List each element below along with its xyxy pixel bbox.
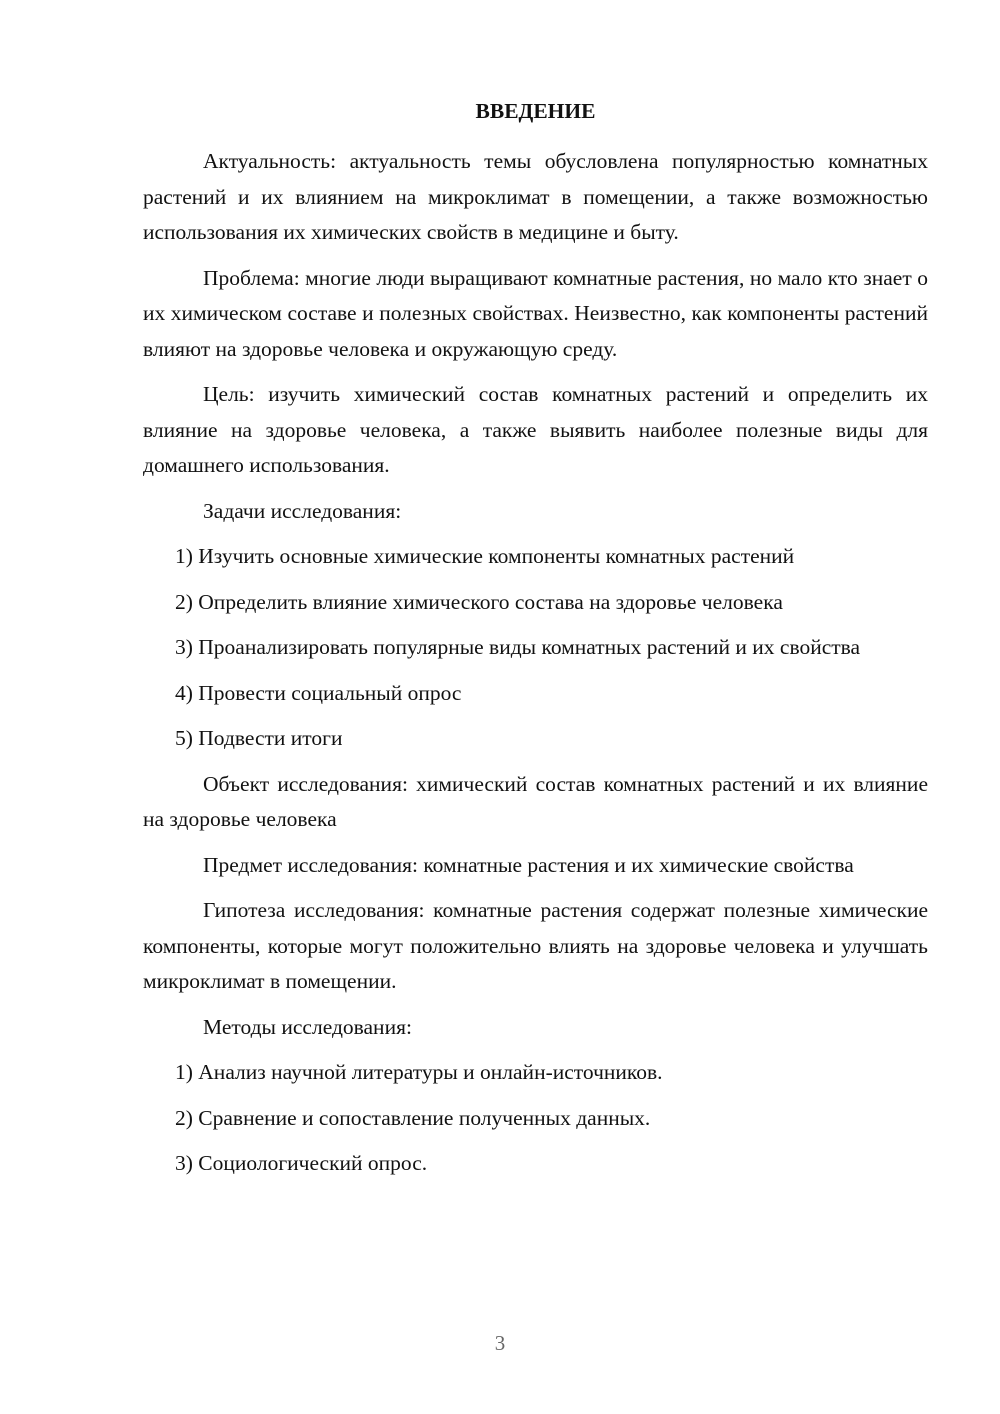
subject-paragraph: Предмет исследования: комнатные растения и их химические свойства xyxy=(203,852,854,877)
problem-paragraph: Проблема: многие люди выращивают комнатные растения, но мало кто знает о их химическом составе и полезных свойствах. Неизвестно, как компоненты растений влияют на здоровье человека и окружающую среду. xyxy=(143,265,928,361)
task-item: 3) Проанализировать популярные виды комнатных растений и их свойства xyxy=(175,635,861,659)
method-item: 1) Анализ научной литературы и онлайн-источников. xyxy=(175,1060,663,1084)
task-item: 5) Подвести итоги xyxy=(175,726,343,750)
relevance-paragraph: Актуальность: актуальность темы обусловлена популярностью комнатных растений и их влиянием на микроклимат в помещении, а также возможностью использования их химических свойств в медицине и быту. xyxy=(143,149,928,244)
document-page xyxy=(143,96,928,1192)
method-item: 3) Социологический опрос. xyxy=(175,1151,428,1175)
task-item: 1) Изучить основные химические компоненты комнатных растений xyxy=(175,544,795,568)
task-item: 4) Провести социальный опрос xyxy=(175,680,462,705)
methods-heading: Методы исследования: xyxy=(203,1014,412,1039)
section-title: ВВЕДЕНИЕ xyxy=(475,99,596,123)
tasks-heading: Задачи исследования: xyxy=(203,498,402,523)
page-number: 3 xyxy=(494,1331,506,1355)
object-paragraph: Объект исследования: химический состав комнатных растений и их влияние на здоровье человека xyxy=(143,771,928,831)
goal-paragraph: Цель: изучить химический состав комнатных растений и определить их влияние на здоровье человека, а также выявить наиболее полезные виды для домашнего использования. xyxy=(143,382,928,477)
method-item: 2) Сравнение и сопоставление полученных данных. xyxy=(175,1105,651,1130)
task-item: 2) Определить влияние химического состава на здоровье человека xyxy=(175,589,783,614)
hypothesis-paragraph: Гипотеза исследования: комнатные растения содержат полезные химические компоненты, которые могут положительно влиять на здоровье человека и улучшать микроклимат в помещении. xyxy=(143,898,928,993)
